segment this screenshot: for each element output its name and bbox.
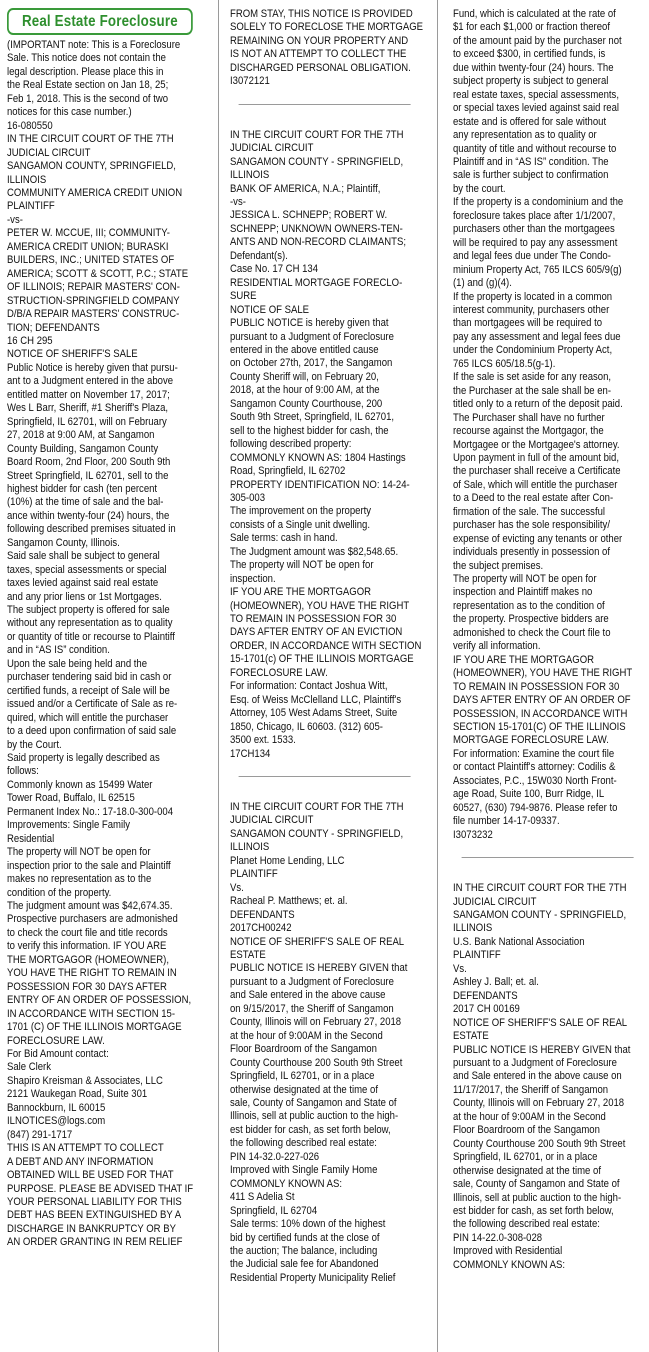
notice-line: estate and is offered for sale without (453, 115, 607, 128)
notice-line: AMERICA; SCOTT & SCOTT, P.C.; STATE (7, 267, 189, 280)
notice-line: file number 14-17-09337. (453, 815, 560, 828)
notice-line: -vs- (230, 195, 246, 208)
notice-line: Road, Springfield, IL 62702 (230, 465, 346, 478)
notice-line: JUDICIAL CIRCUIT (7, 146, 91, 159)
notice-line: Bannockburn, IL 60015 (7, 1101, 106, 1114)
notice-line: 765 ILCS 605/18.5(g-1). (453, 357, 556, 370)
notice-line: PLAINTIFF (230, 868, 278, 881)
notice-line: The Judgment amount was $82,548.65. (230, 545, 399, 558)
notice-line: COMMONLY KNOWN AS: 1804 Hastings (230, 451, 406, 464)
notice-line: 16 CH 295 (7, 334, 53, 347)
notice-line: 17CH134 (230, 747, 271, 760)
notice-line: NOTICE OF SHERIFF'S SALE OF REAL (453, 1016, 628, 1029)
notice-line: Prospective purchasers are admonished (7, 913, 178, 926)
notice-line: by the court. (453, 182, 506, 195)
notice-line: Springfield, IL 62704 (230, 1204, 318, 1217)
notice-line: DEBT HAS BEEN EXTINGUISHED BY A (7, 1209, 182, 1222)
notice-line: SECTION 15-1701(C) OF THE ILLINOIS (453, 721, 626, 734)
column-2 (230, 8, 423, 1352)
notice-line: and any prior liens or 1st Mortgages. (7, 590, 162, 603)
notice-line: Ashley J. Ball; et. al. (453, 976, 539, 989)
notice-line: of Sale, which will entitle the purchaser (453, 478, 618, 491)
notice-line: ESTATE (453, 1030, 489, 1043)
notice-line: makes no representation as to the (7, 873, 152, 886)
notice-line: Defendant(s). (230, 249, 288, 262)
notice-line: Sale terms: cash in hand. (230, 532, 338, 545)
notice-line: Vs. (230, 881, 244, 894)
notice-line: and in “AS IS” condition. (7, 644, 110, 657)
notice-line: FORECLOSURE LAW. (230, 666, 328, 679)
notice-line: SCHNEPP; UNKNOWN OWNERS-TEN- (230, 222, 403, 235)
notice-line: County Courthouse 200 South 9th Street (230, 1056, 403, 1069)
notice-line: BANK OF AMERICA, N.A.; Plaintiff, (230, 182, 381, 195)
notice-line: est bidder for cash, as set forth below, (453, 1204, 614, 1217)
notice-line: otherwise designated at the time of (230, 1083, 378, 1096)
notice-line: firmation of the sale. The successful (453, 505, 606, 518)
notice-line: Springfield, IL 62701, or in a place (453, 1151, 598, 1164)
notice-line: at the hour of 9:00AM in the Second (230, 1029, 383, 1042)
notice-line: Sale. This notice does not contain the (7, 52, 166, 65)
notice-line: SANGAMON COUNTY - SPRINGFIELD, (453, 909, 627, 921)
notice-line: PIN 14-32.0-227-026 (230, 1150, 320, 1163)
notice-line: ILLINOIS (230, 841, 270, 854)
notice-line: following described premises situated in (7, 523, 176, 536)
notice-line: Attorney, 105 West Adams Street, Suite (230, 707, 398, 720)
notice-line: PUBLIC NOTICE is hereby given that (230, 317, 389, 330)
legal-notice (230, 801, 419, 1285)
notice-line: purchaser tendering said bid in cash or (7, 671, 172, 684)
notice-line: Tower Road, Buffalo, IL 62515 (7, 792, 135, 805)
notice-line: PLAINTIFF (7, 200, 55, 213)
notice-line: POSSESSION FOR 30 DAYS AFTER (7, 980, 167, 993)
notice-line: and Sale entered in the above cause (230, 989, 386, 1002)
notice-line: Floor Boardroom of the Sangamon (453, 1124, 600, 1137)
notice-line: legal description. Please place this in (7, 65, 164, 78)
notice-line: PLAINTIFF (453, 949, 501, 962)
notice-line: quired, which will entitle the purchaser (7, 711, 169, 724)
notice-line: Residential Property Municipality Relief (230, 1271, 396, 1284)
notice-line: ILNOTICES@logs.com (7, 1115, 106, 1128)
notice-line: pay any assessment and legal fees due (453, 330, 621, 343)
notice-line: foreclosure takes place after 1/1/2007, (453, 209, 616, 222)
notice-line: under the Condominium Property Act, (453, 344, 613, 357)
notice-line: Improved with Residential (453, 1245, 563, 1258)
notice-line: by the Court. (7, 738, 62, 751)
notice-line: STRUCTION-SPRINGFIELD COMPANY (7, 294, 180, 307)
notice-line: Sangamon County, Illinois. (7, 536, 120, 549)
notice-line: quantity of title and without recourse to (453, 142, 617, 155)
notice-line: IN THE CIRCUIT COURT FOR THE 7TH (230, 128, 404, 141)
notice-line: interest community, purchasers other (453, 303, 610, 316)
legal-notice (7, 39, 196, 1250)
notice-line: NOTICE OF SHERIFF'S SALE (7, 348, 138, 361)
notice-line: OBTAINED WILL BE USED FOR THAT (7, 1169, 174, 1182)
notice-line: ant to a Judgment entered in the above (7, 375, 174, 388)
legal-notice (453, 882, 642, 1272)
notice-line: IN THE CIRCUIT COURT OF THE 7TH (7, 133, 174, 146)
notice-line: Upon payment in full of the amount bid, (453, 451, 620, 464)
notice-line: COMMONLY KNOWN AS: (453, 1258, 566, 1271)
notice-line: or contact Plaintiff's attorney: Codilis & (453, 761, 616, 774)
notice-line: Planet Home Lending, LLC (230, 854, 345, 867)
notice-line: OF ILLINOIS; REPAIR MASTERS' CON- (7, 281, 180, 294)
notice-line: the following described real estate: (230, 1137, 377, 1150)
notice-line: 2018, at the hour of 9:00 AM, at the (230, 384, 380, 397)
notice-line: FROM STAY, THIS NOTICE IS PROVIDED (230, 8, 413, 20)
notice-line: Board Room, 2nd Floor, 200 South 9th (7, 456, 171, 469)
notice-line: PUBLIC NOTICE IS HEREBY GIVEN that (453, 1043, 631, 1056)
notice-line: Illinois, sell at public auction to the high- (230, 1110, 399, 1123)
notice-line: real estate taxes, special assessments, (453, 88, 619, 101)
notice-line: entered in the above entitled cause (230, 343, 379, 356)
notice-line: (1) and (g)(4). (453, 277, 512, 290)
notice-line: (HOMEOWNER), YOU HAVE THE RIGHT (453, 667, 633, 680)
notice-line: COMMONLY KNOWN AS: (230, 1177, 343, 1190)
notice-line: U.S. Bank National Association (453, 935, 585, 948)
notice-line: -vs- (7, 213, 23, 226)
notice-line: The property will NOT be open for (453, 573, 597, 586)
notice-line: ANTS AND NON-RECORD CLAIMANTS; (230, 236, 406, 249)
notice-line: For Bid Amount contact: (7, 1047, 109, 1060)
notice-line: IF YOU ARE THE MORTGAGOR (453, 653, 595, 666)
column-1 (7, 8, 196, 1352)
notice-line: ILLINOIS (230, 169, 270, 182)
notice-line: 305-003 (230, 491, 266, 504)
notice-line: TO REMAIN IN POSSESSION FOR 30 (230, 613, 397, 626)
notice-line: JUDICIAL CIRCUIT (230, 142, 314, 155)
notice-line: THE MORTGAGOR (HOMEOWNER), (7, 953, 170, 966)
notice-line: of the amount paid by the purchaser not (453, 34, 622, 47)
notice-line: The judgment amount was $42,674.35. (7, 900, 173, 912)
notice-line: ILLINOIS (453, 922, 493, 935)
notice-line: County, Illinois will on February 27, 2018 (230, 1016, 402, 1029)
notice-line: entitled matter on November 17, 2017; (7, 388, 170, 401)
notice-line: TO REMAIN IN POSSESSION FOR 30 (453, 680, 620, 693)
notice-line: DEFENDANTS (230, 908, 295, 921)
legal-notice (230, 128, 422, 761)
notice-line: PROPERTY IDENTIFICATION NO: 14-24- (230, 478, 410, 491)
notice-line: ILLINOIS (7, 173, 47, 186)
notice-line: Associates, P.C., 15W030 North Front- (453, 774, 617, 787)
notice-line: DAYS AFTER ENTRY OF AN EVICTION (230, 626, 403, 639)
notice-line: ance within twenty-four (24) hours, the (7, 509, 170, 522)
notice-line: Springfield, IL 62701, will on February (7, 415, 167, 428)
notice-line: the property. Prospective bidders are (453, 613, 609, 626)
notice-line: consists of a Single unit dwelling. (230, 518, 371, 531)
notice-line: DEFENDANTS (453, 989, 518, 1002)
notice-line: The property will NOT be open for (7, 846, 151, 859)
notice-line: ORDER, IN ACCORDANCE WITH SECTION (230, 639, 422, 652)
notice-line: sell to the highest bidder for cash, the (230, 424, 389, 437)
notice-line: SANGAMON COUNTY - SPRINGFIELD, (230, 155, 404, 168)
notice-line: 16-080550 (7, 119, 53, 132)
notice-line: highest bidder for cash (ten percent (7, 482, 158, 495)
notice-line: Vs. (453, 962, 467, 975)
column-notices (230, 8, 423, 1285)
notice-line: If the property is located in a common (453, 290, 613, 303)
notice-line: COMMUNITY AMERICA CREDIT UNION (7, 186, 183, 199)
notice-line: AMERICA CREDIT UNION; BURASKI (7, 240, 169, 253)
notice-line: PETER W. MCCUE, III; COMMUNITY- (7, 227, 170, 240)
notice-line: minium Property Act, 765 ILCS 605/9(g) (453, 263, 622, 276)
notice-line: or special taxes levied against said real (453, 102, 619, 115)
notice-line: Public Notice is hereby given that pursu- (7, 361, 178, 374)
notice-line: without any representation as to quality (7, 617, 173, 630)
notice-line: sale is further subject to confirmation (453, 169, 609, 182)
notice-line: follows: (7, 765, 39, 778)
notice-line: Residential (7, 832, 55, 845)
notice-line: For information: Examine the court file (453, 747, 615, 760)
notice-line: sale, County of Sangamon and State of (230, 1096, 397, 1109)
notice-line: Commonly known as 15499 Water (7, 778, 153, 791)
notice-line: (10%) at the time of sale and the bal- (7, 496, 164, 509)
notice-line: PIN 14-22.0-308-028 (453, 1231, 543, 1244)
notice-line: I3073232 (453, 828, 493, 841)
notice-line: on October 27th, 2017, the Sangamon (230, 357, 393, 370)
notice-line: Sale terms: 10% down of the highest (230, 1218, 386, 1231)
notice-line: If the property is a condominium and the (453, 196, 624, 209)
notice-line: any representation as to quality or (453, 129, 597, 142)
notice-line: subject property is subject to general (453, 75, 609, 88)
notice-line: If the sale is set aside for any reason, (453, 371, 612, 384)
notice-line: 2121 Waukegan Road, Suite 301 (7, 1088, 148, 1101)
notice-line: 411 S Adelia St (230, 1191, 295, 1204)
notice-line: County Building, Sangamon County (7, 442, 159, 455)
notice-line: purchaser has the sole responsibility/ (453, 519, 610, 532)
notice-line: the following described real estate: (453, 1218, 600, 1231)
notice-line: County, Illinois will on February 27, 2018 (453, 1097, 625, 1110)
notice-line: certified funds, a receipt of Sale will be (7, 684, 170, 697)
notice-line: purchasers other than the mortgagees (453, 223, 615, 236)
notice-line: The Purchaser shall have no further (453, 411, 605, 424)
notice-line: 60527, (630) 794-9876. Please refer to (453, 801, 618, 814)
notice-line: pursuant to a Judgment of Foreclosure (230, 330, 394, 343)
notice-line: (IMPORTANT note: This is a Foreclosure (7, 39, 181, 51)
notice-line: SOLELY TO FORECLOSE THE MORTGAGE (230, 21, 423, 34)
notice-line: Case No. 17 CH 134 (230, 263, 319, 276)
notice-line: I3072121 (230, 75, 270, 88)
notice-line: RESIDENTIAL MORTGAGE FORECLO- (230, 276, 403, 289)
notice-line: at the hour of 9:00AM in the Second (453, 1110, 606, 1123)
notice-line: est bidder for cash, as set forth below, (230, 1123, 391, 1136)
notice-line: JUDICIAL CIRCUIT (230, 814, 314, 827)
notice-line: (847) 291-1717 (7, 1128, 73, 1141)
notice-line: SANGAMON COUNTY - SPRINGFIELD, (230, 827, 404, 840)
notice-line: NOTICE OF SHERIFF'S SALE OF REAL (230, 935, 405, 948)
notice-line: individuals presently in possession of (453, 546, 610, 559)
notice-line: SURE (230, 290, 257, 303)
notice-line: Springfield, IL 62701, or in a place (230, 1070, 375, 1083)
notice-line: expense of evicting any tenants or other (453, 532, 623, 545)
notice-line: Feb 1, 2018. This is the second of two (7, 92, 169, 105)
notice-separator (462, 857, 634, 858)
notice-line: Racheal P. Matthews; et. al. (230, 895, 348, 908)
notice-line: 27, 2018 at 9:00 AM, at Sangamon (7, 429, 155, 442)
notice-line: or quantity of title or recourse to Plaintiff (7, 630, 175, 643)
column-divider (218, 0, 219, 1352)
notice-line: 1701 (C) OF THE ILLINOIS MORTGAGE (7, 1021, 182, 1034)
notice-line: NOTICE OF SALE (230, 303, 309, 316)
notice-line: JUDICIAL CIRCUIT (453, 895, 537, 908)
legal-notice (230, 8, 423, 89)
notice-line: the Purchaser at the sale shall be en- (453, 384, 612, 397)
notice-line: to a Deed to the real estate after Con- (453, 492, 614, 505)
notice-line: MORTGAGE FORECLOSURE LAW. (453, 734, 609, 747)
notice-line: IS NOT AN ATTEMPT TO COLLECT THE (230, 48, 407, 61)
notice-line: recourse against the Mortgagor, the (453, 425, 604, 438)
notice-line: condition of the property. (7, 886, 112, 899)
column-notices (453, 8, 642, 1272)
notice-line: otherwise designated at the time of (453, 1164, 601, 1177)
notice-line: Said property is legally described as (7, 752, 160, 765)
column-3 (453, 8, 642, 1352)
notice-line: IF YOU ARE THE MORTGAGOR (230, 586, 372, 599)
notice-line: the Judicial sale fee for Abandoned (230, 1258, 379, 1271)
notice-line: YOU HAVE THE RIGHT TO REMAIN IN (7, 967, 177, 980)
notice-line: to check the court file and title records (7, 926, 168, 939)
notice-line: DISCHARGE IN BANKRUPTCY OR BY (7, 1222, 176, 1235)
notice-line: notices for this case number.) (7, 106, 132, 119)
notice-line: Sangamon County Courthouse, 200 (230, 397, 383, 410)
column-divider (437, 0, 438, 1352)
notice-line: titled only to a return of the deposit paid. (453, 398, 623, 411)
notice-line: the subject premises. (453, 559, 544, 572)
column-notices (7, 39, 196, 1250)
notice-line: due within twenty-four (24) hours. The (453, 61, 614, 74)
notice-line: PURPOSE. PLEASE BE ADVISED THAT IF (7, 1182, 194, 1195)
legal-notice (453, 8, 642, 842)
notice-line: $1 for each $1,000 or fraction thereof (453, 21, 611, 34)
notice-line: The property will NOT be open for (230, 559, 374, 572)
notice-line: Floor Boardroom of the Sangamon (230, 1043, 377, 1056)
notice-line: taxes, special assessments or special (7, 563, 167, 576)
notice-line: DAYS AFTER ENTRY OF AN ORDER OF (453, 694, 631, 707)
notice-line: representation as to the condition of (453, 599, 605, 612)
notice-line: SANGAMON COUNTY, SPRINGFIELD, (7, 160, 176, 173)
notice-line: to a deed upon confirmation of said sale (7, 725, 177, 738)
notice-line: 15-1701(c) OF THE ILLINOIS MORTGAGE (230, 653, 414, 666)
notice-line: FORECLOSURE LAW. (7, 1034, 105, 1047)
notice-line: ESTATE (230, 949, 266, 961)
notice-line: Street Springfield, IL 62701, sell to the (7, 469, 169, 482)
notice-line: age Road, Suite 100, Burr Ridge, IL (453, 788, 605, 801)
notice-line: 1850, Chicago, IL 60603. (312) 605- (230, 720, 383, 733)
notice-line: The subject property is offered for sale (7, 604, 170, 617)
notice-line: YOUR PERSONAL LIABILITY FOR THIS (7, 1195, 182, 1208)
notice-line: County Courthouse 200 South 9th Street (453, 1137, 626, 1150)
notice-line: verify all information. (453, 640, 541, 653)
notice-line: Upon the sale being held and the (7, 657, 148, 670)
notice-line: Wes L Barr, Sheriff, #1 Sheriff's Plaza, (7, 402, 169, 415)
notice-line: Improvements: Single Family (7, 819, 131, 832)
notice-line: DISCHARGED PERSONAL OBLIGATION. (230, 61, 411, 74)
notice-line: inspection and Plaintiff makes no (453, 586, 593, 599)
notice-line: pursuant to a Judgment of Foreclosure (453, 1056, 617, 1069)
notice-line: South 9th Street, Springfield, IL 62701, (230, 411, 395, 424)
notice-line: Shapiro Kreisman & Associates, LLC (7, 1074, 163, 1087)
notice-line: bid by certified funds at the close of (230, 1231, 380, 1244)
notice-line: pursuant to a Judgment of Foreclosure (230, 975, 394, 988)
notice-line: D/B/A REPAIR MASTERS' CONSTRUC- (7, 308, 180, 321)
notice-line: THIS IS AN ATTEMPT TO COLLECT (7, 1142, 164, 1155)
notice-line: issued and/or a Certificate of Sale as re- (7, 698, 178, 711)
notice-line: to exceed $300, in certified funds, is (453, 48, 606, 61)
notice-line: Permanent Index No.: 17-18.0-300-004 (7, 805, 174, 818)
notice-line: the Real Estate section on Jan 18, 25; (7, 79, 169, 92)
notice-line: JESSICA L. SCHNEPP; ROBERT W. (230, 209, 388, 222)
notice-line: sale, County of Sangamon and State of (453, 1178, 620, 1191)
notice-line: AN ORDER GRANTING IN REM RELIEF (7, 1236, 183, 1249)
notice-line: Fund, which is calculated at the rate of (453, 8, 616, 20)
notice-line: 2017CH00242 (230, 922, 292, 935)
notice-line: County Sheriff will, on February 20, (230, 370, 379, 383)
notice-line: IN THE CIRCUIT COURT FOR THE 7TH (453, 882, 627, 895)
notice-line: the auction; The balance, including (230, 1244, 378, 1257)
notice-line: ENTRY OF AN ORDER OF POSSESSION, (7, 994, 192, 1007)
notice-line: inspection prior to the sale and Plaintiff (7, 859, 171, 872)
notice-line: A DEBT AND ANY INFORMATION (7, 1155, 154, 1168)
notice-line: and legal fees due under The Condo- (453, 250, 611, 263)
notice-line: Plaintiff and in “AS IS” condition. The (453, 155, 609, 168)
section-header (7, 8, 193, 35)
notice-line: 11/17/2017, the Sheriff of Sangamon (453, 1083, 609, 1096)
notice-line: IN ACCORDANCE WITH SECTION 15- (7, 1007, 176, 1020)
notice-line: TION; DEFENDANTS (7, 321, 100, 334)
notice-line: POSSESSION, IN ACCORDANCE WITH (453, 707, 628, 720)
notice-separator (239, 776, 411, 777)
notice-line: and Sale entered in the above cause on (453, 1070, 622, 1083)
notice-line: on 9/15/2017, the Sheriff of Sangamon (230, 1002, 394, 1015)
notice-line: admonished to check the Court file to (453, 626, 611, 639)
notice-line: to verify this information. IF YOU ARE (7, 940, 167, 953)
notice-line: REMAINING ON YOUR PROPERTY AND (230, 34, 409, 47)
notice-line: taxes levied against said real estate (7, 577, 159, 590)
notice-line: For information: Contact Joshua Witt, (230, 680, 388, 693)
notice-line: will be required to pay any assessment (453, 236, 618, 249)
notice-line: following described property: (230, 438, 352, 451)
notice-line: Sale Clerk (7, 1061, 52, 1074)
notice-line: (HOMEOWNER), YOU HAVE THE RIGHT (230, 599, 410, 612)
notice-line: BUILDERS, INC.; UNITED STATES OF (7, 254, 175, 267)
notice-line: Esq. of Weiss McClelland LLC, Plaintiff's (230, 693, 402, 706)
notice-line: 2017 CH 00169 (453, 1003, 520, 1016)
notice-line: Illinois, sell at public auction to the high- (453, 1191, 622, 1204)
notice-line: than mortgagees will be required to (453, 317, 603, 330)
notice-line: Improved with Single Family Home (230, 1164, 378, 1177)
notice-line: inspection. (230, 572, 276, 585)
notice-line: The improvement on the property (230, 505, 372, 518)
notice-line: IN THE CIRCUIT COURT FOR THE 7TH (230, 801, 404, 814)
notice-line: the purchaser shall receive a Certificate (453, 465, 621, 478)
notice-line: Said sale shall be subject to general (7, 550, 160, 563)
notice-separator (239, 104, 411, 105)
notice-line: Mortgagee or the Mortgagee's attorney. (453, 438, 620, 451)
section-header-title: Real Estate Foreclosure (21, 12, 178, 30)
notice-line: 3500 ext. 1533. (230, 734, 296, 747)
notice-line: PUBLIC NOTICE IS HEREBY GIVEN that (230, 962, 408, 975)
